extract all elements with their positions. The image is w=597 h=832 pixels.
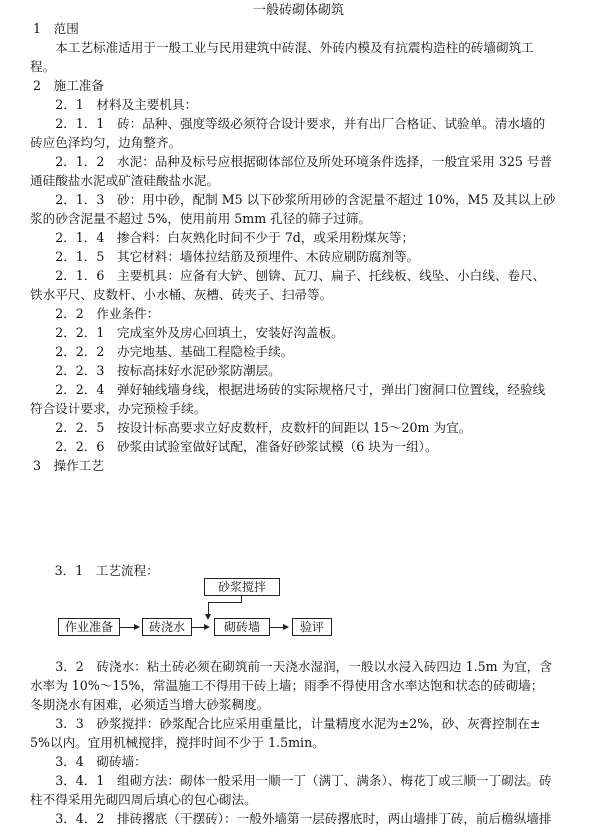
flow-box-step: 作业准备 — [58, 618, 120, 636]
arrow-down-icon — [205, 614, 211, 620]
text-line: 符合设计要求，办完预检手续。 — [30, 401, 207, 416]
text-line: 铁水平尺、皮数杆、小水桶、灰槽、砖夹子、扫帚等。 — [30, 287, 333, 302]
text-line: 3．4 砌砖墙： — [30, 754, 147, 769]
text-line: 3．4．1 组砌方法：砌体一般采用一顺一丁（满丁、满条）、梅花丁或三顺一丁砌法。砖 — [30, 773, 552, 788]
flow-connector — [119, 627, 134, 628]
flow-box-step: 砌砖墙 — [214, 618, 270, 636]
text-line: 2．2．4 弹好轴线墙身线，根据进场砖的实际规格尺寸，弹出门窗洞口位置线，经验线 — [30, 382, 546, 397]
text-line: 2．1．3 砂：用中砂，配制 M5 以下砂浆所用砂的含泥量不超过 10%，M5 及其以上砂 — [30, 192, 556, 207]
text-line: 柱不得采用先砌四周后填心的包心砌法。 — [30, 792, 257, 807]
text-line: 3 操作工艺 — [33, 458, 104, 473]
arrow-right-icon — [283, 624, 289, 630]
text-line: 2．2 作业条件： — [30, 306, 160, 321]
flow-box-step: 验评 — [292, 618, 332, 636]
text-line: 1 范围 — [33, 21, 79, 36]
text-line: 2．2．3 按标高抹好水泥砂浆防潮层。 — [30, 363, 281, 378]
flow-connector — [269, 627, 283, 628]
text-line: 砖应色泽均匀，边角整齐。 — [30, 135, 182, 150]
text-line: 本工艺标准适用于一般工业与民用建筑中砖混、外砖内模及有抗震构造柱的砖墙砌筑工 — [30, 40, 534, 55]
text-line: 2．1．6 主要机具：应备有大铲、刨锛、瓦刀、扁子、托线板、线坠、小白线、卷尺、 — [30, 268, 546, 283]
flow-connector — [191, 627, 205, 628]
flow-box-mortar-mixing: 砂浆搅拌 — [204, 578, 280, 596]
text-line: 2．1．5 其它材料：墙体拉结筋及预埋件、木砖应刷防腐剂等。 — [30, 249, 420, 264]
document-title: 一般砖砌体砌筑 — [252, 3, 344, 18]
text-line: 冬期浇水有困难，必须适当增大砂浆稠度。 — [30, 697, 270, 712]
text-line: 3．2 砖浇水：粘土砖必须在砌筑前一天浇水湿润，一般以水浸入砖四边 1.5m 为宜，含 — [30, 659, 552, 674]
text-line: 浆的砂含泥量不超过 5%，使用前用 5mm 孔径的筛子过筛。 — [30, 211, 371, 226]
flow-label: 3．1 工艺流程： — [42, 563, 159, 578]
text-line: 3．4．2 排砖撂底（干摆砖）：一般外墙第一层砖撂底时，两山墙排丁砖，前后檐纵墙排 — [30, 811, 552, 826]
arrow-right-icon — [134, 624, 140, 630]
text-line: 2．1．2 水泥：品种及标号应根据砌体部位及所处环境条件选择，一般宜采用 325 号普 — [30, 154, 553, 169]
text-line: 2．2．5 按设计标高要求立好皮数杆，皮数杆的间距以 15～20m 为宜。 — [30, 420, 472, 435]
flow-box-step: 砖浇水 — [142, 618, 192, 636]
text-line: 5%以内。宜用机械搅拌，搅拌时间不少于 1.5min。 — [30, 735, 325, 750]
flow-connector — [208, 602, 242, 603]
text-line: 2 施工准备 — [33, 78, 104, 93]
text-line: 3．3 砂浆搅拌：砂浆配合比应采用重量比，计量精度水泥为±2%，砂、灰膏控制在± — [30, 716, 541, 731]
text-line: 2．1．4 掺合料：白灰熟化时间不少于 7d，或采用粉煤灰等； — [30, 230, 415, 245]
text-line: 2．2．6 砂浆由试验室做好试配，准备好砂浆试模（6 块为一组）。 — [30, 439, 438, 454]
text-line: 2．1 材料及主要机具： — [30, 97, 198, 112]
text-line: 水率为 10%～15%，常温施工不得用干砖上墙；雨季不得使用含水率达饱和状态的砖砌墙； — [30, 678, 544, 693]
text-line: 2．2．1 完成室外及房心回填土，安装好沟盖板。 — [30, 325, 344, 340]
text-line: 2．2．2 办完地基、基础工程隐检手续。 — [30, 344, 294, 359]
process-flow-diagram — [0, 572, 597, 642]
text-line: 通硅酸盐水泥或矿渣硅酸盐水泥。 — [30, 173, 219, 188]
text-line: 2．1．1 砖：品种、强度等级必须符合设计要求，并有出厂合格证、试验单。清水墙的 — [30, 116, 546, 131]
arrow-right-icon — [204, 624, 210, 630]
text-line: 程。 — [30, 59, 56, 74]
